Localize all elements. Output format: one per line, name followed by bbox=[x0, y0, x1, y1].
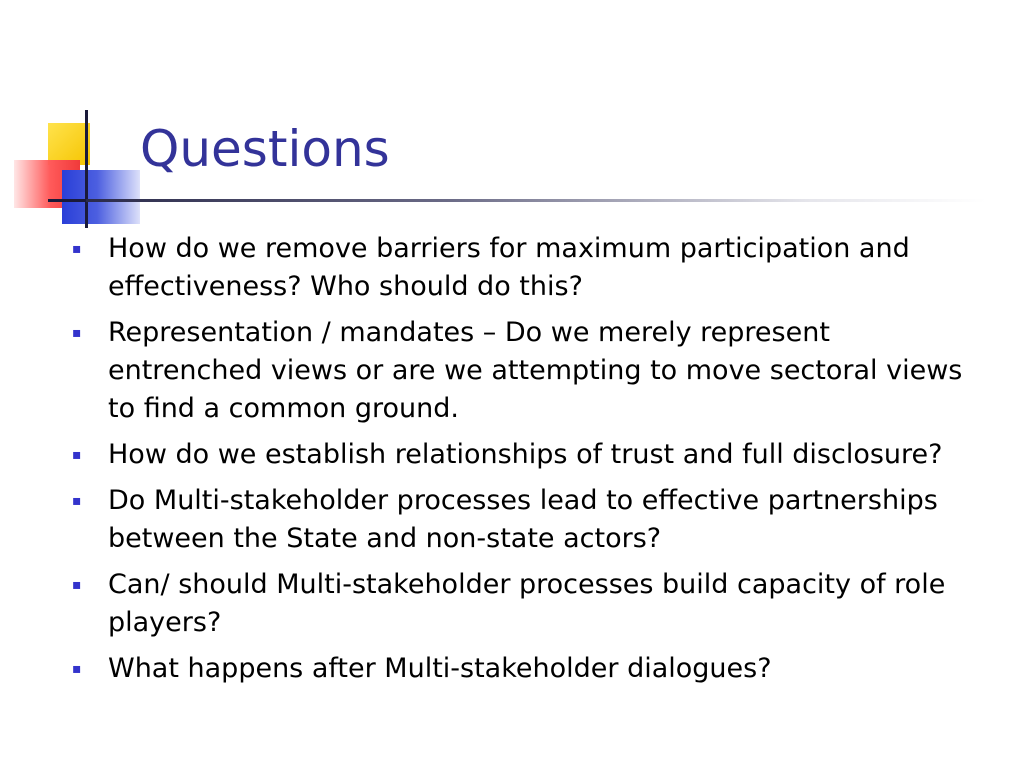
logo-vertical-line bbox=[85, 110, 88, 228]
bullet-marker-icon: ▪ bbox=[72, 493, 82, 509]
bullet-text: How do we remove barriers for maximum participation and effectiveness? Who should do this? bbox=[108, 233, 910, 302]
bullet-marker-icon: ▪ bbox=[72, 447, 82, 463]
bullet-marker-icon: ▪ bbox=[72, 325, 82, 341]
bullet-marker-icon: ▪ bbox=[72, 241, 82, 257]
bullet-item bbox=[66, 230, 986, 306]
bullet-text: Representation / mandates – Do we merely represent entrenched views or are we attempting to move sectoral views to find a common ground. bbox=[108, 317, 963, 424]
logo-yellow-square bbox=[48, 123, 90, 165]
bullet-item bbox=[66, 482, 986, 558]
bullet-marker-icon: ▪ bbox=[72, 577, 82, 593]
bullet-item bbox=[66, 436, 986, 474]
bullet-text: Do Multi-stakeholder processes lead to effective partnerships between the State and non-state actors? bbox=[108, 485, 938, 554]
bullet-item bbox=[66, 314, 986, 428]
bullet-marker-icon: ▪ bbox=[72, 661, 82, 677]
slide-logo bbox=[0, 0, 140, 240]
slide-title: Questions bbox=[140, 120, 390, 178]
bullet-list bbox=[66, 230, 986, 696]
bullet-text: How do we establish relationships of trust and full disclosure? bbox=[108, 439, 943, 470]
bullet-item bbox=[66, 650, 986, 688]
bullet-item bbox=[66, 566, 986, 642]
bullet-text: What happens after Multi-stakeholder dialogues? bbox=[108, 653, 772, 684]
title-underline bbox=[86, 199, 986, 202]
bullet-text: Can/ should Multi-stakeholder processes build capacity of role players? bbox=[108, 569, 946, 638]
logo-blue-square bbox=[62, 170, 140, 224]
